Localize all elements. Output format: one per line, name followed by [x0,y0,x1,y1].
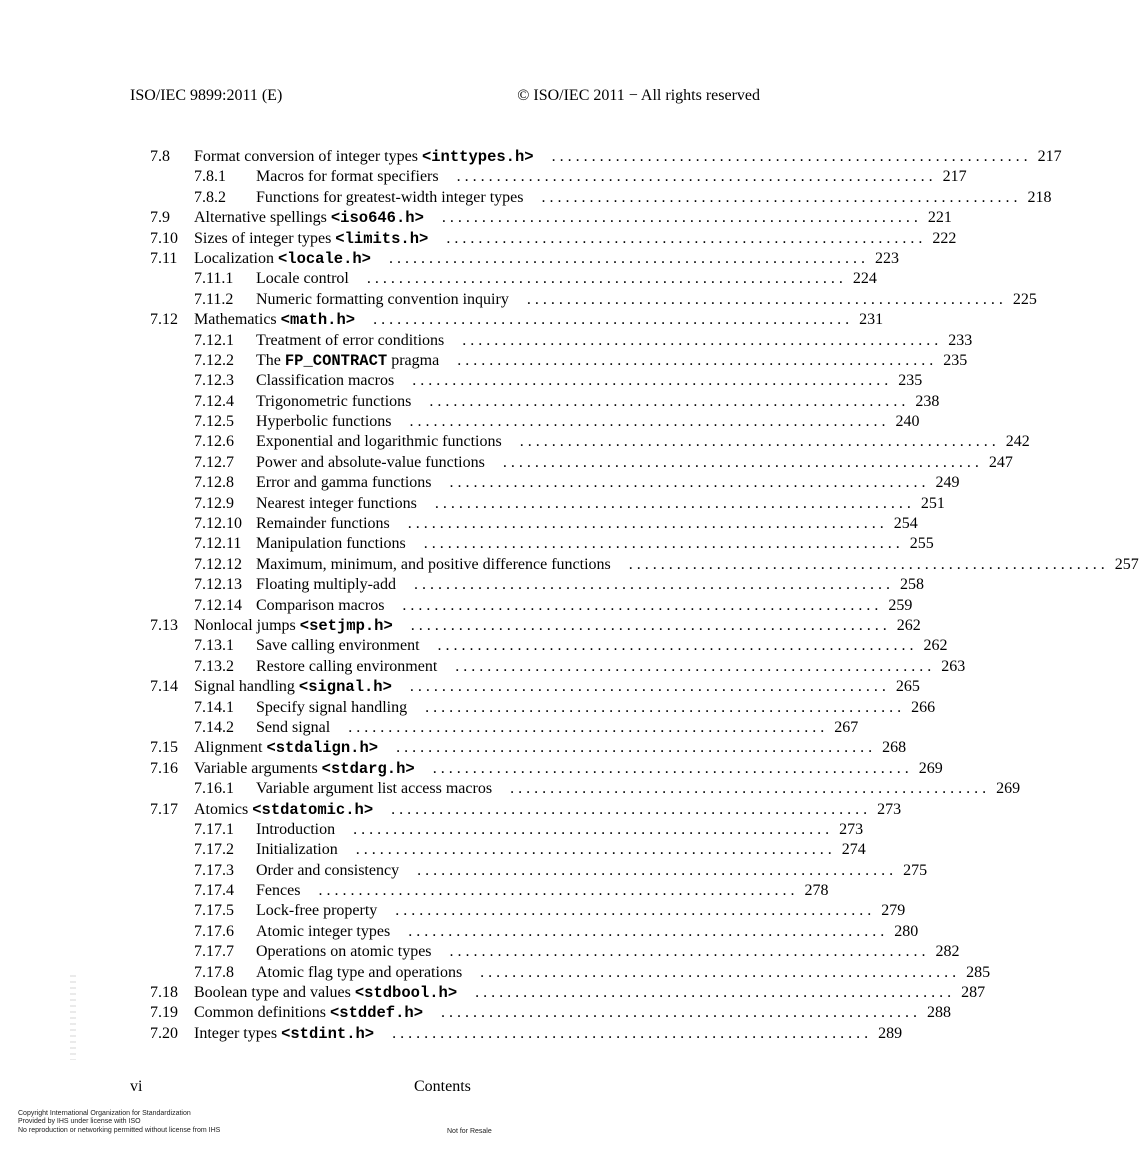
toc-entry-number: 7.12.14 [194,596,242,614]
toc-leader-dots: . . . . . . . . . . . . . . . . . . . . . . . . . . . . . . . . . . . . . . . . . . . . . . . . . . . . . . . . . . . . [409,413,886,431]
toc-leader-dots: . . . . . . . . . . . . . . . . . . . . . . . . . . . . . . . . . . . . . . . . . . . . . . . . . . . . . . . . . . . . [396,739,873,757]
toc-entry[interactable] [150,840,866,860]
toc-entry-title [194,800,373,820]
toc-entry-title [256,657,437,677]
toc-entry-title [256,371,394,391]
toc-entry-code: <stddef.h> [330,1004,424,1023]
toc-entry-title [256,636,420,656]
toc-entry-title [194,147,534,167]
toc-entry[interactable] [150,249,899,269]
toc-entry-page: 255 [909,535,934,553]
toc-entry-code: <stdbool.h> [354,984,458,1003]
toc-entry-title-text: Alignment [194,739,267,757]
toc-entry[interactable] [150,881,829,901]
toc-entry[interactable] [150,392,940,412]
toc-entry-page: 254 [893,515,918,533]
toc-entry-title [256,942,432,962]
toc-entry[interactable] [150,331,973,351]
toc-entry-number: 7.13.1 [194,637,234,655]
toc-entry-page: 269 [996,780,1021,798]
toc-entry-title-text: Comparison macros [256,596,385,614]
toc-entry-title [256,432,502,452]
toc-entry-title [256,881,300,901]
toc-entry-title-text: Hyperbolic functions [256,413,392,431]
toc-entry-title [194,208,424,228]
toc-entry-page: 268 [882,739,907,757]
toc-entry-title-text: Alternative spellings [194,209,331,227]
toc-entry-title [256,901,377,921]
toc-entry[interactable] [150,759,943,779]
toc-entry-title-text: Format conversion of integer types [194,148,422,165]
toc-entry[interactable] [150,473,960,493]
toc-entry-number: 7.16 [150,759,178,777]
toc-entry-title-text: Remainder functions [256,515,390,533]
toc-entry-code: <math.h> [280,311,356,330]
toc-entry-page: 240 [895,413,920,431]
toc-entry[interactable] [150,698,936,718]
toc-leader-dots: . . . . . . . . . . . . . . . . . . . . . . . . . . . . . . . . . . . . . . . . . . . . . . . . . . . . . . . . . . . . [373,311,850,329]
table-of-contents [150,147,1139,1044]
toc-entry-code: <locale.h> [277,249,371,268]
toc-entry-title-text: Common definitions [194,1004,330,1022]
toc-leader-dots: . . . . . . . . . . . . . . . . . . . . . . . . . . . . . . . . . . . . . . . . . . . . . . . . . . . . . . . . . . . . [407,515,884,533]
toc-leader-dots: . . . . . . . . . . . . . . . . . . . . . . . . . . . . . . . . . . . . . . . . . . . . . . . . . . . . . . . . . . . . [412,372,889,390]
toc-entry-number: 7.12.4 [194,392,234,410]
toc-entry-title [256,167,439,187]
toc-entry-number: 7.13 [150,616,178,634]
toc-entry-number: 7.8.1 [194,168,226,186]
toc-entry-title [256,412,392,432]
toc-leader-dots: . . . . . . . . . . . . . . . . . . . . . . . . . . . . . . . . . . . . . . . . . . . . . . . . . . . . . . . . . . . . [449,943,926,961]
toc-entry-code: <stdalign.h> [266,739,379,758]
toc-entry-title [256,188,524,208]
toc-entry[interactable] [150,942,960,962]
toc-entry-number: 7.17.8 [194,963,234,981]
toc-entry-title-text: Functions for greatest-width integer types [256,188,524,206]
toc-entry[interactable] [150,677,920,697]
toc-entry[interactable] [150,494,945,514]
toc-leader-dots: . . . . . . . . . . . . . . . . . . . . . . . . . . . . . . . . . . . . . . . . . . . . . . . . . . . . . . . . . . . . [519,433,996,451]
toc-entry-title-text: Integer types [194,1024,282,1042]
toc-entry-title [256,596,384,616]
toc-entry-number: 7.12.2 [194,351,234,369]
toc-entry-page: 221 [927,209,952,227]
toc-entry-page: 247 [988,453,1013,471]
toc-entry-title-text: Nonlocal jumps [194,616,300,634]
toc-entry-title-text: Atomics [194,800,253,818]
toc-entry-number: 7.11.1 [194,270,234,288]
toc-entry-title-text: Variable argument list access macros [256,780,493,798]
toc-entry-number: 7.12.9 [194,494,234,512]
toc-leader-dots: . . . . . . . . . . . . . . . . . . . . . . . . . . . . . . . . . . . . . . . . . . . . . . . . . . . . . . . . . . . . [526,290,1003,308]
toc-entry-number: 7.17.4 [194,882,234,900]
toc-entry[interactable] [150,188,1052,208]
toc-entry-title-text: Nearest integer functions [256,494,417,512]
toc-entry-page: 289 [878,1024,903,1042]
toc-entry-title-text: Classification macros [256,372,395,390]
toc-entry-number: 7.17.2 [194,841,234,859]
toc-entry-code: <stdint.h> [281,1024,375,1043]
header-left: ISO/IEC 9899:2011 (E) [130,87,283,104]
toc-entry-title-text: Introduction [256,820,336,838]
toc-entry[interactable] [150,453,1013,473]
toc-leader-dots: . . . . . . . . . . . . . . . . . . . . . . . . . . . . . . . . . . . . . . . . . . . . . . . . . . . . . . . . . . . . [510,780,987,798]
toc-entry-title-text: Macros for format specifiers [256,168,439,186]
toc-entry-title [256,290,509,310]
toc-entry-title [256,861,399,881]
legal-notice [18,1110,220,1135]
toc-entry[interactable] [150,351,968,371]
toc-leader-dots: . . . . . . . . . . . . . . . . . . . . . . . . . . . . . . . . . . . . . . . . . . . . . . . . . . . . . . . . . . . . [366,270,843,288]
toc-entry-page: 262 [896,616,921,634]
toc-entry-title-text: Order and consistency [256,861,400,879]
toc-entry[interactable] [150,167,967,187]
toc-entry[interactable] [150,636,948,656]
toc-entry[interactable] [150,820,864,840]
toc-leader-dots: . . . . . . . . . . . . . . . . . . . . . . . . . . . . . . . . . . . . . . . . . . . . . . . . . . . . . . . . . . . . [395,902,872,920]
side-margin-mark [70,975,76,1060]
toc-entry-page: 238 [915,392,940,410]
toc-entry[interactable] [150,534,934,554]
toc-entry-title [194,249,371,269]
toc-entry-title [256,331,444,351]
toc-entry-code: FP_CONTRACT [284,351,388,370]
toc-entry[interactable] [150,779,1021,799]
toc-entry-page: 279 [881,902,906,920]
toc-entry-title-text: Specify signal handling [256,698,408,716]
toc-entry-title [194,310,355,330]
toc-entry-number: 7.12.10 [194,515,242,533]
toc-entry-title-text: Operations on atomic types [256,943,432,961]
toc-entry-number: 7.12.13 [194,576,242,594]
toc-entry-title-suffix: pragma [387,351,440,369]
toc-entry-number: 7.12.11 [194,535,242,553]
toc-entry-title-text: Boolean type and values [194,984,355,1002]
toc-entry-number: 7.15 [150,739,178,757]
toc-entry-title-text: Exponential and logarithmic functions [256,433,502,451]
legal-line: Copyright International Organization for Standardization [18,1110,191,1117]
toc-leader-dots: . . . . . . . . . . . . . . . . . . . . . . . . . . . . . . . . . . . . . . . . . . . . . . . . . . . . . . . . . . . . [355,841,832,859]
toc-leader-dots: . . . . . . . . . . . . . . . . . . . . . . . . . . . . . . . . . . . . . . . . . . . . . . . . . . . . . . . . . . . . [425,698,902,716]
toc-entry-title [256,718,330,738]
toc-entry[interactable] [150,596,913,616]
toc-entry-title-text: Signal handling [194,678,299,696]
toc-entry[interactable] [150,371,923,391]
toc-entry-title [256,351,439,371]
toc-entry-title-text: Floating multiply-add [256,576,396,594]
toc-leader-dots: . . . . . . . . . . . . . . . . . . . . . . . . . . . . . . . . . . . . . . . . . . . . . . . . . . . . . . . . . . . . [423,535,900,553]
toc-leader-dots: . . . . . . . . . . . . . . . . . . . . . . . . . . . . . . . . . . . . . . . . . . . . . . . . . . . . . . . . . . . . [392,1024,869,1042]
toc-entry-title [256,473,432,493]
toc-entry-number: 7.12.5 [194,413,234,431]
toc-entry-number: 7.12.12 [194,555,242,573]
toc-entry-title [194,983,457,1003]
toc-leader-dots: . . . . . . . . . . . . . . . . . . . . . . . . . . . . . . . . . . . . . . . . . . . . . . . . . . . . . . . . . . . . [541,188,1018,206]
toc-entry[interactable] [150,738,907,758]
toc-entry-page: 222 [932,229,957,247]
toc-entry-page: 231 [859,311,884,329]
toc-leader-dots: . . . . . . . . . . . . . . . . . . . . . . . . . . . . . . . . . . . . . . . . . . . . . . . . . . . . . . . . . . . . [455,657,932,675]
toc-entry-page: 274 [841,841,866,859]
toc-entry[interactable] [150,1003,952,1023]
toc-entry-number: 7.8.2 [194,188,226,206]
toc-entry-title [256,269,349,289]
toc-leader-dots: . . . . . . . . . . . . . . . . . . . . . . . . . . . . . . . . . . . . . . . . . . . . . . . . . . . . . . . . . . . . [475,984,952,1002]
toc-entry-number: 7.9 [150,209,170,227]
toc-entry-page: 225 [1012,290,1037,308]
toc-leader-dots: . . . . . . . . . . . . . . . . . . . . . . . . . . . . . . . . . . . . . . . . . . . . . . . . . . . . . . . . . . . . [446,229,923,247]
toc-entry[interactable] [150,555,1139,575]
toc-leader-dots: . . . . . . . . . . . . . . . . . . . . . . . . . . . . . . . . . . . . . . . . . . . . . . . . . . . . . . . . . . . . [410,616,887,634]
toc-entry-title-text: Power and absolute-value functions [256,453,485,471]
toc-leader-dots: . . . . . . . . . . . . . . . . . . . . . . . . . . . . . . . . . . . . . . . . . . . . . . . . . . . . . . . . . . . . [318,882,795,900]
toc-entry-page: 223 [874,249,899,267]
toc-leader-dots: . . . . . . . . . . . . . . . . . . . . . . . . . . . . . . . . . . . . . . . . . . . . . . . . . . . . . . . . . . . . [429,392,906,410]
toc-entry-page: 266 [911,698,936,716]
toc-entry[interactable] [150,290,1037,310]
toc-entry-number: 7.18 [150,984,178,1002]
toc-entry[interactable] [150,922,919,942]
toc-entry-title [194,738,378,758]
toc-entry-page: 267 [834,718,859,736]
toc-entry-title [194,616,393,636]
toc-entry-page: 269 [918,759,943,777]
toc-entry-page: 262 [923,637,948,655]
toc-entry-title-text: Initialization [256,841,338,859]
toc-entry-title [194,1024,374,1044]
toc-entry-number: 7.14.2 [194,718,234,736]
toc-entry-title-text: Manipulation functions [256,535,406,553]
toc-entry-page: 265 [895,678,920,696]
toc-entry-page: 251 [920,494,945,512]
toc-entry-number: 7.17.3 [194,861,234,879]
toc-leader-dots: . . . . . . . . . . . . . . . . . . . . . . . . . . . . . . . . . . . . . . . . . . . . . . . . . . . . . . . . . . . . [414,576,890,594]
toc-entry-page: 224 [852,270,877,288]
toc-entry-number: 7.17.5 [194,902,234,920]
toc-entry-title-text: Atomic flag type and operations [256,963,463,981]
toc-entry-page: 217 [942,168,967,186]
toc-leader-dots: . . . . . . . . . . . . . . . . . . . . . . . . . . . . . . . . . . . . . . . . . . . . . . . . . . . . . . . . . . . . [480,963,957,981]
toc-leader-dots: . . . . . . . . . . . . . . . . . . . . . . . . . . . . . . . . . . . . . . . . . . . . . . . . . . . . . . . . . . . . [502,453,979,471]
toc-entry-title [256,392,411,412]
toc-entry-page: 285 [966,963,991,981]
toc-entry-number: 7.17.6 [194,922,234,940]
toc-entry-title-text: Locale control [256,270,349,288]
toc-entry-title-text: Trigonometric functions [256,392,412,410]
header-right: © ISO/IEC 2011 − All rights reserved [517,87,760,104]
toc-entry[interactable] [150,983,986,1003]
toc-entry-title [256,840,338,860]
toc-entry-page: 259 [888,596,913,614]
toc-leader-dots: . . . . . . . . . . . . . . . . . . . . . . . . . . . . . . . . . . . . . . . . . . . . . . . . . . . . . . . . . . . . [408,922,885,940]
toc-entry-page: 257 [1114,555,1139,573]
legal-line: No reproduction or networking permitted without license from IHS [18,1126,221,1134]
toc-entry-number: 7.12.1 [194,331,234,349]
toc-entry-title [256,514,390,534]
toc-entry-code: <stdarg.h> [321,759,415,778]
toc-entry-number: 7.14 [150,678,178,696]
toc-entry-page: 278 [804,882,829,900]
toc-leader-dots: . . . . . . . . . . . . . . . . . . . . . . . . . . . . . . . . . . . . . . . . . . . . . . . . . . . . . . . . . . . . [434,494,911,512]
toc-entry-page: 275 [903,861,928,879]
toc-entry-title [194,1003,423,1023]
toc-entry-page: 273 [877,800,902,818]
toc-entry-title [256,494,417,514]
toc-entry-title [256,922,390,942]
toc-entry[interactable] [150,718,859,738]
toc-entry[interactable] [150,901,906,921]
toc-entry-page: 258 [900,576,924,594]
toc-entry[interactable] [150,432,1030,452]
toc-entry[interactable] [150,575,924,595]
toc-entry-page: 218 [1027,188,1052,206]
toc-entry[interactable] [150,800,902,820]
toc-entry[interactable] [150,310,884,330]
toc-entry-code: <inttypes.h> [421,148,534,166]
toc-entry-title-text: Mathematics [194,311,281,329]
toc-entry-title [256,820,335,840]
toc-entry-number: 7.14.1 [194,698,234,716]
toc-entry[interactable] [150,963,991,983]
toc-entry[interactable] [150,229,957,249]
toc-entry-number: 7.12.8 [194,474,234,492]
toc-entry-title-text: Lock-free property [256,902,378,920]
toc-entry-page: 235 [898,372,923,390]
toc-leader-dots: . . . . . . . . . . . . . . . . . . . . . . . . . . . . . . . . . . . . . . . . . . . . . . . . . . . . . . . . . . . . [409,678,886,696]
toc-entry-number: 7.11 [150,249,178,267]
toc-entry-title-text: Treatment of error conditions [256,331,445,349]
toc-leader-dots: . . . . . . . . . . . . . . . . . . . . . . . . . . . . . . . . . . . . . . . . . . . . . . . . . . . . . . . . . . . . [551,148,1028,165]
toc-entry-title [256,779,492,799]
toc-entry[interactable] [150,1024,903,1044]
toc-entry[interactable] [150,616,921,636]
toc-leader-dots: . . . . . . . . . . . . . . . . . . . . . . . . . . . . . . . . . . . . . . . . . . . . . . . . . . . . . . . . . . . . [462,331,939,349]
toc-entry-number: 7.11.2 [194,290,234,308]
toc-entry-title-text: Localization [194,249,278,267]
toc-entry-title-text: Send signal [256,718,331,736]
toc-leader-dots: . . . . . . . . . . . . . . . . . . . . . . . . . . . . . . . . . . . . . . . . . . . . . . . . . . . . . . . . . . . . [449,474,926,492]
toc-entry-title-text: Error and gamma functions [256,474,432,492]
toc-entry-title [194,677,392,697]
toc-leader-dots: . . . . . . . . . . . . . . . . . . . . . . . . . . . . . . . . . . . . . . . . . . . . . . . . . . . . . . . . . . . . [348,718,825,736]
toc-entry-title-text: Numeric formatting convention inquiry [256,290,509,308]
toc-entry-title-text: Variable arguments [194,759,322,777]
toc-entry-title-text: Atomic integer types [256,922,391,940]
resale-notice: Not for Resale [447,1128,492,1135]
toc-entry-title-text: Restore calling environment [256,657,438,675]
toc-entry[interactable] [150,147,1062,167]
toc-entry-number: 7.12.6 [194,433,234,451]
toc-entry-page: 282 [935,943,960,961]
toc-entry-number: 7.13.2 [194,657,234,675]
toc-entry-code: <signal.h> [298,678,392,697]
toc-entry-number: 7.20 [150,1024,178,1042]
toc-entry-number: 7.16.1 [194,780,234,798]
toc-entry[interactable] [150,208,952,228]
toc-leader-dots: . . . . . . . . . . . . . . . . . . . . . . . . . . . . . . . . . . . . . . . . . . . . . . . . . . . . . . . . . . . . [417,861,894,879]
toc-entry-title [194,759,415,779]
toc-entry-page: 273 [839,820,864,838]
toc-entry-title [256,963,462,983]
toc-entry-number: 7.12.7 [194,453,234,471]
toc-leader-dots: . . . . . . . . . . . . . . . . . . . . . . . . . . . . . . . . . . . . . . . . . . . . . . . . . . . . . . . . . . . . [457,351,934,369]
toc-leader-dots: . . . . . . . . . . . . . . . . . . . . . . . . . . . . . . . . . . . . . . . . . . . . . . . . . . . . . . . . . . . . [441,209,918,227]
toc-entry-title [256,555,611,575]
toc-entry-title [256,453,485,473]
toc-entry-page: 280 [894,922,919,940]
toc-entry-page: 242 [1005,433,1030,451]
toc-entry-title [256,534,406,554]
toc-entry-title [256,698,407,718]
toc-entry-number: 7.17.7 [194,943,234,961]
toc-entry[interactable] [150,412,920,432]
toc-entry-title-text: Maximum, minimum, and positive difference functions [256,555,611,573]
toc-entry-title [194,229,428,249]
footer-section: Contents [414,1078,471,1095]
toc-leader-dots: . . . . . . . . . . . . . . . . . . . . . . . . . . . . . . . . . . . . . . . . . . . . . . . . . . . . . . . . . . . . [456,168,933,186]
toc-entry-number: 7.10 [150,229,178,247]
toc-entry[interactable] [150,861,928,881]
toc-leader-dots: . . . . . . . . . . . . . . . . . . . . . . . . . . . . . . . . . . . . . . . . . . . . . . . . . . . . . . . . . . . . [441,1004,918,1022]
toc-entry-page: 263 [941,657,966,675]
toc-entry-page: 233 [948,331,973,349]
legal-line: Provided by IHS under license with ISO [18,1118,141,1126]
toc-entry-code: <setjmp.h> [299,616,393,635]
toc-leader-dots: . . . . . . . . . . . . . . . . . . . . . . . . . . . . . . . . . . . . . . . . . . . . . . . . . . . . . . . . . . . . [353,820,830,838]
toc-entry-code: <stdatomic.h> [252,800,374,819]
toc-entry-page: 217 [1037,148,1062,165]
toc-entry-number: 7.17 [150,800,178,818]
toc-entry-title-text: Fences [256,882,301,900]
toc-leader-dots: . . . . . . . . . . . . . . . . . . . . . . . . . . . . . . . . . . . . . . . . . . . . . . . . . . . . . . . . . . . . [402,596,879,614]
toc-entry-number: 7.17.1 [194,820,234,838]
toc-entry-number: 7.12.3 [194,372,234,390]
toc-entry-page: 288 [927,1004,952,1022]
toc-leader-dots: . . . . . . . . . . . . . . . . . . . . . . . . . . . . . . . . . . . . . . . . . . . . . . . . . . . . . . . . . . . . [437,637,914,655]
toc-leader-dots: . . . . . . . . . . . . . . . . . . . . . . . . . . . . . . . . . . . . . . . . . . . . . . . . . . . . . . . . . . . . [628,555,1105,573]
toc-entry-title-text: The [256,351,285,369]
toc-entry-page: 249 [935,474,960,492]
toc-entry-title-text: Sizes of integer types [194,229,336,247]
toc-entry[interactable] [150,657,966,677]
toc-entry[interactable] [150,514,918,534]
toc-entry-number: 7.8 [150,148,170,165]
toc-entry-code: <limits.h> [335,229,429,248]
toc-entry-code: <iso646.h> [330,209,424,228]
toc-entry-title [256,575,396,595]
footer-page-number: vi [130,1078,143,1095]
toc-entry-number: 7.12 [150,311,178,329]
toc-entry-title-text: Save calling environment [256,637,420,655]
toc-entry-page: 287 [961,984,986,1002]
toc-leader-dots: . . . . . . . . . . . . . . . . . . . . . . . . . . . . . . . . . . . . . . . . . . . . . . . . . . . . . . . . . . . . [391,800,868,818]
toc-leader-dots: . . . . . . . . . . . . . . . . . . . . . . . . . . . . . . . . . . . . . . . . . . . . . . . . . . . . . . . . . . . . [432,759,909,777]
toc-entry-number: 7.19 [150,1004,178,1022]
toc-leader-dots: . . . . . . . . . . . . . . . . . . . . . . . . . . . . . . . . . . . . . . . . . . . . . . . . . . . . . . . . . . . . [388,249,865,267]
toc-entry[interactable] [150,269,877,289]
toc-entry-page: 235 [943,351,968,369]
